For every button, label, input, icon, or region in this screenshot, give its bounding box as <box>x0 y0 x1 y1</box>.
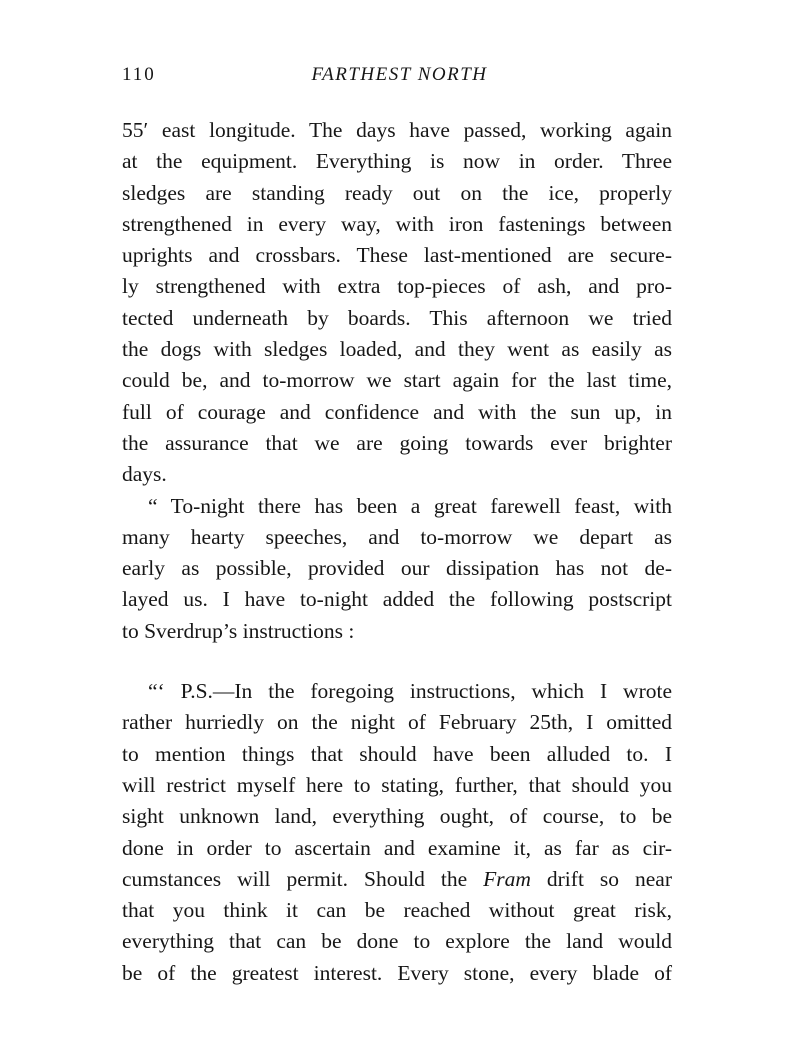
running-head: FARTHEST NORTH <box>311 64 488 85</box>
text-line: tected underneath by boards. This afternoon we tried <box>122 305 672 330</box>
text-line: rather hurriedly on the night of February 25th, I omitted <box>122 710 672 735</box>
text-line: be of the greatest interest. Every stone, every blade of <box>122 960 672 985</box>
ship-name: Fram <box>483 866 531 891</box>
body-text <box>122 115 672 989</box>
text-line: full of courage and confidence and with the sun up, in <box>122 399 672 424</box>
text-line: 55′ east longitude. The days have passed, working again <box>122 118 672 142</box>
text-line: sledges are standing ready out on the ice, properly <box>122 180 672 205</box>
text-line: to Sverdrup’s instructions : <box>122 618 355 643</box>
text-line: that you think it can be reached without great risk, <box>122 898 672 923</box>
text-line: will restrict myself here to stating, further, that should you <box>122 772 672 797</box>
text-line: sight unknown land, everything ought, of course, to be <box>122 804 672 829</box>
page-header <box>122 64 677 94</box>
text-line: ly strengthened with extra top-pieces of ash, and pro- <box>122 274 672 299</box>
text-line: the assurance that we are going towards ever brighter <box>122 430 672 455</box>
text-line: could be, and to-morrow we start again for the last time, <box>122 368 672 393</box>
text-line: uprights and crossbars. These last-mentioned are secure- <box>122 243 672 268</box>
text-segment: cumstances will permit. Should the <box>122 866 484 891</box>
text-line: everything that can be done to explore the land would <box>122 929 672 954</box>
text-line: “‘ P.S.—In the foregoing instructions, which I wrote <box>148 679 672 704</box>
text-line: strengthened in every way, with iron fastenings between <box>122 211 672 236</box>
paragraph <box>122 676 672 989</box>
text-line: done in order to ascertain and examine it, as far as cir- <box>122 835 672 860</box>
text-line: early as possible, provided our dissipation has not de- <box>122 556 672 581</box>
text-line: layed us. I have to-night added the following postscript <box>122 587 672 612</box>
text-segment: drift so near <box>530 866 672 891</box>
text-line: days. <box>122 462 167 487</box>
text-line: at the equipment. Everything is now in order. Three <box>122 149 672 174</box>
paragraph-gap <box>122 647 672 676</box>
text-line: many hearty speeches, and to-morrow we depart as <box>122 524 672 549</box>
paragraph <box>122 491 672 647</box>
paragraph <box>122 115 672 491</box>
text-line: to mention things that should have been alluded to. I <box>122 741 672 766</box>
page-number: 110 <box>122 64 156 85</box>
text-line: the dogs with sledges loaded, and they went as easily as <box>122 337 672 362</box>
text-line-with-ship-name <box>122 864 672 895</box>
text-line: “ To-night there has been a great farewell feast, with <box>148 493 672 518</box>
